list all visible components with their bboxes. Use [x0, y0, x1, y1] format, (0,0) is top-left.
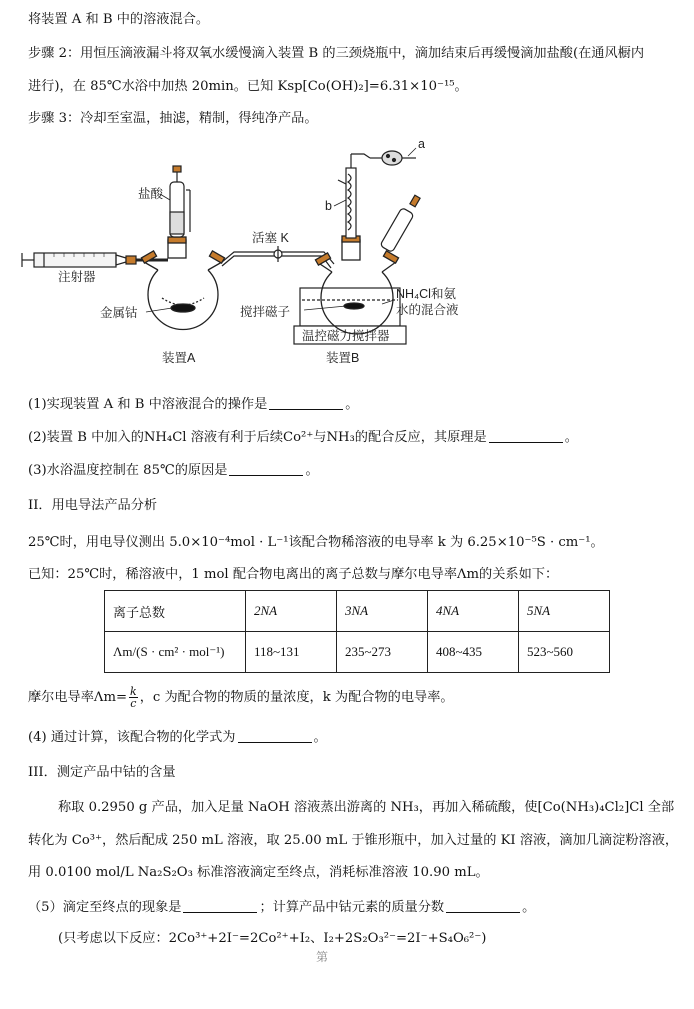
connecting-tube — [222, 246, 334, 268]
caption-a: 装置A — [162, 351, 196, 365]
question-1 — [28, 395, 358, 415]
label-hcl: 盐酸 — [138, 187, 164, 201]
procedure-line-3: 用 0.0100 mol/L Na₂S₂O₃ 标准溶液滴定至终点，消耗标准溶液 10.90 mL。 — [28, 865, 489, 880]
q1-text: (1)实现装置 A 和 B 中溶液混合的操作是 — [28, 397, 268, 412]
def-suffix: ，c 为配合物的物质的量浓度，k 为配合物的电导率。 — [139, 690, 454, 705]
q5-period: 。 — [522, 900, 536, 915]
page-footer: 第 — [316, 950, 329, 964]
known-relation: 已知：25℃时，稀溶液中，1 mol 配合物电离出的离子总数与摩尔电导率Λm的关系如下： — [28, 567, 559, 582]
label-a: a — [418, 140, 425, 151]
stirrer-box — [294, 326, 406, 344]
table-cell: 408~435 — [428, 632, 519, 673]
answer-blank-1[interactable] — [269, 395, 343, 410]
question-5 — [28, 898, 535, 918]
label-stirbar: 搅拌磁子 — [240, 305, 291, 319]
q3-text: (3)水浴温度控制在 85℃的原因是 — [28, 463, 228, 478]
flask-a — [141, 237, 224, 329]
answer-blank-2[interactable] — [489, 428, 563, 443]
reaction-note: (只考虑以下反应：2Co³⁺+2I⁻=2Co²⁺+I₂、I₂+2S₂O₃²⁻=2I⁻+S₄O₆²⁻) — [58, 931, 487, 946]
conductivity-table — [104, 590, 610, 673]
funnel-a — [170, 166, 190, 237]
label-cobalt: 金属钴 — [100, 306, 138, 320]
question-3 — [28, 461, 319, 481]
procedure-line-2: 转化为 Co³⁺，然后配成 250 mL 溶液，取 25.00 mL 于锥形瓶中，加入过量的 KI 溶液，滴加几滴淀粉溶液， — [28, 833, 679, 848]
condenser — [338, 154, 370, 238]
question-4 — [28, 728, 327, 748]
procedure-line-1: 称取 0.2950 g 产品，加入足量 NaOH 溶液蒸出游离的 NH₃，再加入稀硫酸，使[Co(NH₃)₄Cl₂]Cl 全部 — [58, 800, 675, 815]
table-cell: 2NA — [246, 591, 337, 632]
table-row — [105, 591, 610, 632]
answer-blank-5b[interactable] — [446, 898, 520, 913]
question-2 — [28, 428, 578, 448]
answer-blank-3[interactable] — [229, 461, 303, 476]
q1-period: 。 — [345, 397, 359, 412]
table-cell: 118~131 — [246, 632, 337, 673]
section-3-heading: III．测定产品中钴的含量 — [28, 765, 176, 780]
label-valve: 活塞 K — [252, 231, 289, 245]
table-cell: 5NA — [519, 591, 610, 632]
q4-period: 。 — [313, 730, 327, 745]
q5-text-b: ；计算产品中钴元素的质量分数 — [259, 900, 445, 915]
answer-blank-5a[interactable] — [183, 898, 257, 913]
apparatus-figure — [20, 140, 480, 372]
step2-line1: 步骤 2：用恒压滴液漏斗将双氧水缓慢滴入装置 B 的三颈烧瓶中，滴加结束后再缓慢滴加盐酸(在通风橱内 — [28, 46, 645, 61]
table-cell: 235~273 — [337, 632, 428, 673]
q5-text-a: （5）滴定至终点的现象是 — [28, 900, 182, 915]
table-cell: 3NA — [337, 591, 428, 632]
q4-text: (4) 通过计算，该配合物的化学式为 — [28, 730, 236, 745]
step-intro: 将装置 A 和 B 中的溶液混合。 — [28, 12, 210, 27]
table-header-ion-count: 离子总数 — [105, 591, 246, 632]
def-prefix: 摩尔电导率Λm= — [28, 690, 128, 705]
table-cell: 523~560 — [519, 632, 610, 673]
label-b: b — [325, 199, 332, 213]
label-solution-1: NH₄Cl和氨 — [396, 287, 456, 301]
caption-b: 装置B — [326, 351, 360, 365]
table-header-molar-conductivity: Λm/(S · cm² · mol⁻¹) — [105, 632, 246, 673]
fraction-k-over-c — [129, 686, 138, 709]
q2-text: (2)装置 B 中加入的NH₄Cl 溶液有利于后续Co²⁺与NH₃的配合反应，其原理是 — [28, 430, 487, 445]
conductivity-condition: 25℃时，用电导仪测出 5.0×10⁻⁴mol · L⁻¹该配合物稀溶液的电导率 k 为 6.25×10⁻⁵S · cm⁻¹。 — [28, 535, 604, 550]
fraction-numerator: k — [130, 685, 137, 698]
step2-line2: 进行)，在 85℃水浴中加热 20min。已知 Ksp[Co(OH)₂]=6.31×10⁻¹⁵。 — [28, 79, 468, 94]
label-stirrer: 温控磁力搅拌器 — [302, 329, 390, 343]
molar-conductivity-definition — [28, 686, 454, 709]
section-2-heading: II．用电导法产品分析 — [28, 498, 158, 513]
label-solution-2: 水的混合液 — [396, 303, 459, 317]
q3-period: 。 — [305, 463, 319, 478]
drying-tube — [370, 151, 416, 165]
table-row — [105, 632, 610, 673]
fraction-denominator: c — [130, 697, 137, 710]
step3-line: 步骤 3：冷却至室温，抽滤，精制，得纯净产品。 — [28, 111, 318, 126]
answer-blank-4[interactable] — [238, 728, 312, 743]
table-cell: 4NA — [428, 591, 519, 632]
q2-period: 。 — [564, 430, 578, 445]
label-syringe: 注射器 — [58, 270, 96, 284]
funnel-b — [380, 195, 420, 252]
